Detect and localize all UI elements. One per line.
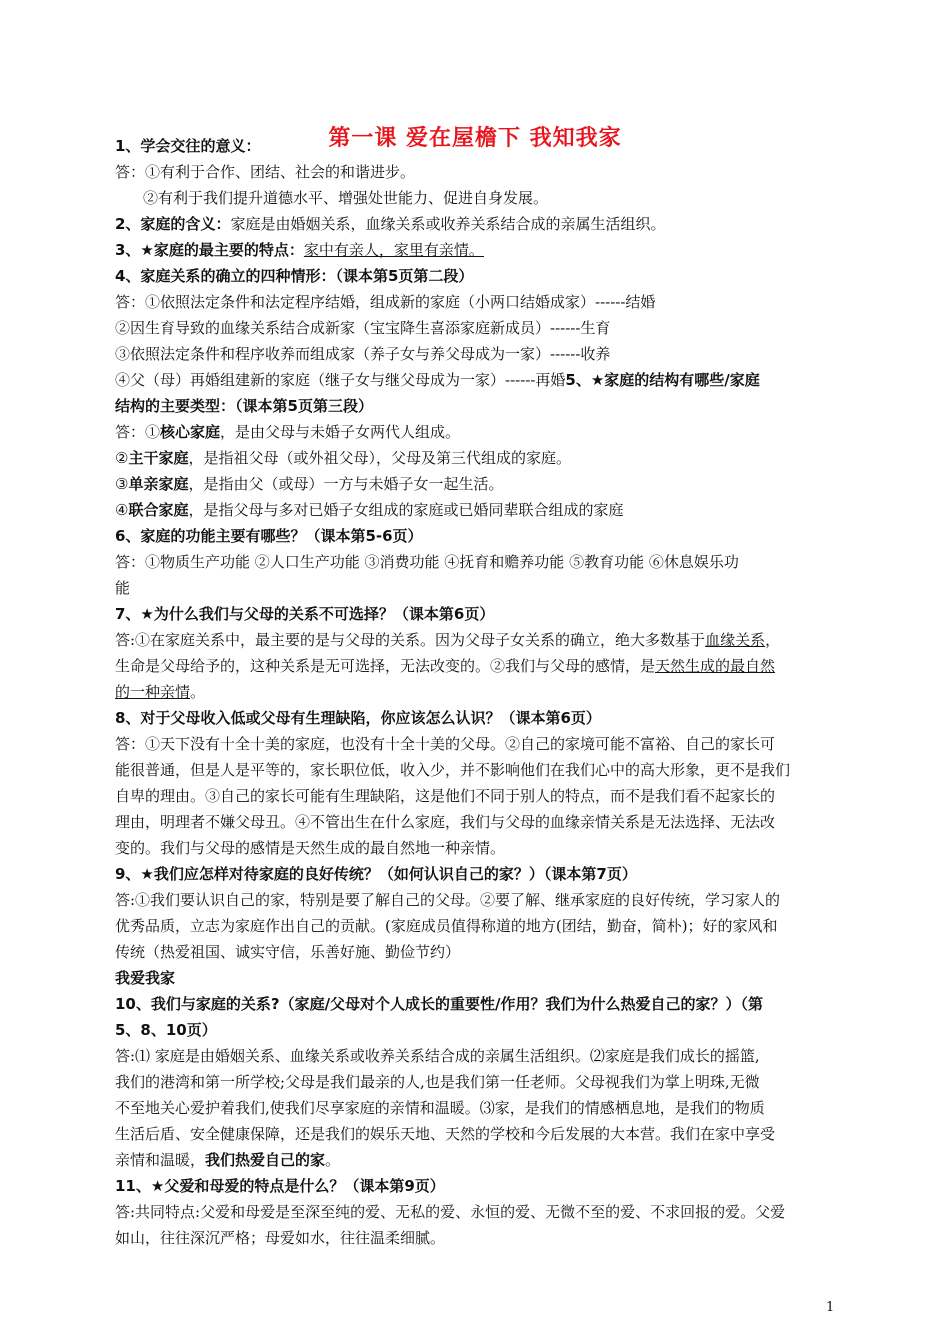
text-segment: ，是指由父（或母）一方与未婚子女一起生活。 [188,475,504,493]
text-line [115,447,571,469]
text-segment: 答:⑴ 家庭是由婚姻关系、血缘关系或收养关系结合成的亲属生活组织。⑵家庭是我们成长的摇篮, [115,1047,760,1065]
text-line [115,655,775,677]
bold-text: 5、8、10页） [115,1021,217,1039]
text-segment: 。 [325,1151,341,1169]
text-line [115,161,415,183]
text-segment: 生命是父母给予的，这种关系是无可选择，无法改变的。②我们与父母的感情，是 [115,657,656,675]
bold-text: 8、对于父母收入低或父母有生理缺陷，你应该怎么认识？（课本第6页） [115,709,601,727]
text-line [115,603,494,625]
text-segment: 答:①在家庭关系中，最主要的是与父母的关系。因为父母子女关系的确立，绝大多数基于 [115,631,706,649]
bold-text: 5、★家庭的结构有哪些/家庭 [565,371,760,389]
text-line [115,1227,445,1249]
text-line [115,317,610,339]
text-segment: 家庭是由婚姻关系，血缘关系或收养关系结合成的亲属生活组织。 [230,215,666,233]
text-line [115,707,601,729]
text-segment: ，是指祖父母（或外祖父母），父母及第三代组成的家庭。 [188,449,571,467]
text-line [115,343,610,365]
bold-text: 1、学会交往的意义： [115,137,261,155]
text-line [115,1201,785,1223]
text-line [115,1045,760,1067]
text-segment: 能很普通，但是人是平等的，家长职位低，收入少，并不影响他们在我们心中的高大形象，更不是我们 [115,761,791,779]
text-line [115,681,205,703]
text-line [115,811,775,833]
text-segment: 亲情和温暖， [115,1151,206,1169]
text-line [115,239,484,261]
underlined-text: 天然生成的最自然 [655,657,776,675]
bold-text: 11、★父爱和母爱的特点是什么？（课本第9页） [115,1177,445,1195]
text-segment: 能 [115,579,131,597]
text-segment: 。 [190,683,206,701]
text-segment: 自卑的理由。③自己的家长可能有生理缺陷，这是他们不同于别人的特点，而不是我们看不起家长的 [115,787,776,805]
underlined-text: 血缘关系 [705,631,766,649]
text-segment: 答：① [115,423,161,441]
text-segment: ④ [115,501,129,519]
bold-text: 核心家庭 [160,423,221,441]
text-line [115,1149,340,1171]
bold-text: 6、家庭的功能主要有哪些？（课本第5-6页） [115,527,423,545]
text-line [115,577,130,599]
text-line [115,1175,445,1197]
text-line [115,785,775,807]
text-segment: 答：①依照法定条件和法定程序结婚，组成新的家庭（小两口结婚成家）------结婚 [115,293,656,311]
text-segment: ②有利于我们提升道德水平、增强处世能力、促进自身发展。 [143,189,549,207]
text-segment: 答:①我们要认识自己的家，特别是要了解自己的父母。②要了解、继承家庭的良好传统，学习家人的 [115,891,781,909]
bold-text: 10、我们与家庭的关系?（家庭/父母对个人成长的重要性/作用？我们为什么热爱自己的家？）（第 [115,995,764,1013]
bold-text: 我们热爱自己的家 [205,1151,326,1169]
text-line [115,135,260,157]
underlined-text: 的一种亲情 [115,683,191,701]
text-segment: 变的。我们与父母的感情是天然生成的最自然地一种亲情。 [115,839,506,857]
text-segment: 生活后盾、安全健康保障，还是我们的娱乐天地、天然的学校和今后发展的大本营。我们在家中享受 [115,1125,776,1143]
bold-text: 我爱我家 [115,969,176,987]
text-line [115,499,623,521]
bold-text: 4、家庭关系的确立的四种情形：（课本第5页第二段） [115,267,474,285]
text-segment: 优秀品质，立志为家庭作出自己的贡献。(家庭成员值得称道的地方(团结，勤奋，简朴)；好的家风和 [115,917,778,935]
page-number: 1 [826,1300,835,1315]
text-segment: 如山，往往深沉严格；母爱如水，往往温柔细腻。 [115,1229,446,1247]
text-line [115,1123,775,1145]
text-line [115,525,423,547]
text-line [115,629,780,651]
text-segment: ④父（母）再婚组建新的家庭（继子女与继父母成为一家）------再婚 [115,371,566,389]
page-title: 第一课 爱在屋檐下 我知我家 [328,126,622,151]
bold-text: 主干家庭 [128,449,189,467]
text-line [115,759,790,781]
text-segment: ，是指父母与多对已婚子女组成的家庭或已婚同辈联合组成的家庭 [188,501,624,519]
text-segment: 答：①物质生产功能 ②人口生产功能 ③消费功能 ④抚育和赡养功能 ⑤教育功能 ⑥休息娱乐功 [115,553,739,571]
text-line [115,733,775,755]
text-segment: ， [765,631,781,649]
text-line [115,213,665,235]
text-line [115,889,780,911]
text-line [115,1019,217,1041]
text-segment: 答：①天下没有十全十美的家庭，也没有十全十美的父母。②自己的家境可能不富裕、自己的家长可 [115,735,776,753]
text-segment: 答:共同特点:父爱和母爱是至深至纯的爱、无私的爱、永恒的爱、无微不至的爱、不求回报的爱。父爱 [115,1203,786,1221]
text-line [115,369,760,391]
text-line [115,395,373,417]
bold-text: 9、★我们应怎样对待家庭的良好传统？（如何认识自己的家？）（课本第7页） [115,865,637,883]
text-line [115,473,503,495]
bold-text: 联合家庭 [128,501,189,519]
text-line [115,837,505,859]
text-segment: ③ [115,475,129,493]
text-segment: ，是由父母与未婚子女两代人组成。 [220,423,461,441]
bold-text: 单亲家庭 [128,475,189,493]
underlined-text: 家中有亲人，家里有亲情。 [303,241,484,259]
text-segment: ③依照法定条件和程序收养而组成家（养子女与养父母成为一家）------收养 [115,345,611,363]
text-line [115,967,175,989]
text-line [115,993,763,1015]
text-segment: 我们的港湾和第一所学校;父母是我们最亲的人,也是我们第一任老师。父母视我们为掌上明珠,无微 [115,1073,760,1091]
text-segment: 传统（热爱祖国、诚实守信，乐善好施、勤俭节约） [115,943,461,961]
text-line [143,187,548,209]
text-line [115,915,778,937]
text-line [115,941,460,963]
text-line [115,863,637,885]
text-segment: 不至地关心爱护着我们,使我们尽享家庭的亲情和温暖。⑶家，是我们的情感栖息地，是我们的物质 [115,1099,765,1117]
text-line [115,1071,760,1093]
bold-text: 7、★为什么我们与父母的关系不可选择？（课本第6页） [115,605,495,623]
text-line [115,265,473,287]
text-line [115,1097,765,1119]
bold-text: 3、★家庭的最主要的特点： [115,241,304,259]
text-segment: ② [115,449,129,467]
text-line [115,551,739,573]
bold-text: 2、家庭的含义： [115,215,231,233]
text-segment: 理由，明理者不嫌父母丑。④不管出生在什么家庭，我们与父母的血缘亲情关系是无法选择、无法改 [115,813,776,831]
text-segment: 答：①有利于合作、团结、社会的和谐进步。 [115,163,416,181]
text-line [115,421,460,443]
text-segment: ②因生育导致的血缘关系结合成新家（宝宝降生喜添家庭新成员）------生育 [115,319,611,337]
text-line [115,291,655,313]
bold-text: 结构的主要类型：（课本第5页第三段） [115,397,373,415]
